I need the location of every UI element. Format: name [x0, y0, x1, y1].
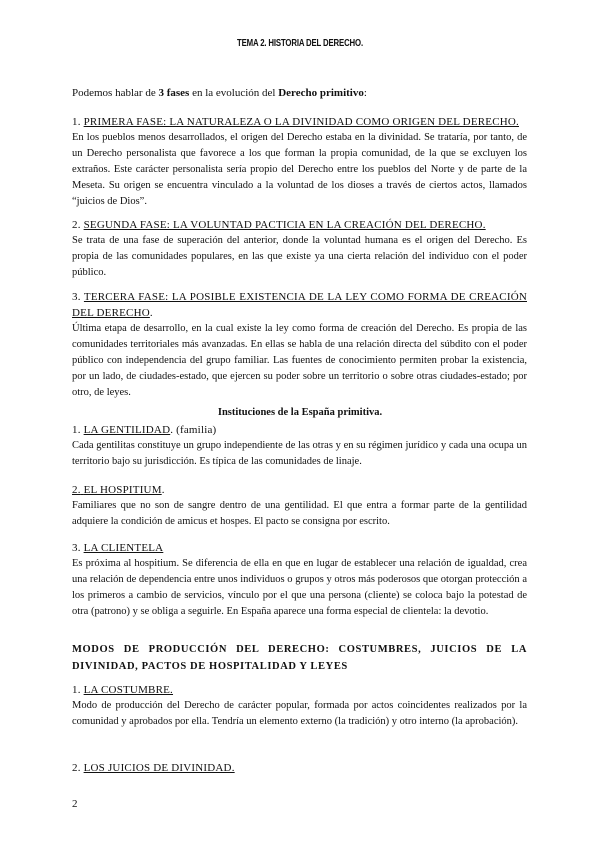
institution-2-number: 2. [72, 484, 81, 496]
intro-text-2: en la evolución del [189, 87, 279, 99]
institution-2-heading [72, 482, 527, 498]
section-1-text: En los pueblos menos desarrollados, el origen del Derecho estaba en la divinidad. Se trataría, por tanto, de un Derecho personalista que favorece a los que forman la propia comunidad, de la que se excluyen los extraños. Este carácter personalista sería propio del Derecho entre los pueblos del Norte y de parte de la Meseta. Su origen se encuentra vinculado a la voluntad de los dioses a través de ciertos actos, llamados “juicios de Dios”. [72, 132, 527, 207]
section-2-heading [72, 217, 527, 233]
institution-3 [72, 540, 527, 620]
section-3 [72, 289, 527, 401]
mode-1-heading [72, 682, 527, 698]
section-2-title: SEGUNDA FASE: LA VOLUNTAD PACTICIA EN LA CREACIÓN DEL DERECHO. [83, 219, 486, 231]
institution-2 [72, 482, 527, 530]
intro-bold-derecho: Derecho primitivo [278, 87, 364, 99]
intro-text-1: Podemos hablar de [72, 87, 159, 99]
section-3-heading [72, 289, 527, 321]
mode-1-title: LA COSTUMBRE. [83, 684, 174, 696]
intro-bold-fases: 3 fases [158, 87, 190, 99]
institution-3-number: 3. [72, 542, 81, 554]
mode-1-text: Modo de producción del Derecho de carácter popular, formada por actos coincidentes realizados por la comunidad y aprobados por ella. Tendría un elemento externo (la tradición) y otro interno (la aprobación). [72, 700, 527, 727]
section-3-number: 3. [72, 291, 81, 303]
institution-1 [72, 422, 527, 470]
institutions-title: Instituciones de la España primitiva. [217, 407, 383, 418]
mode-2-title: LOS JUICIOS DE DIVINIDAD. [83, 762, 235, 774]
institution-1-heading [72, 422, 527, 438]
section-3-text: Última etapa de desarrollo, en la cual existe la ley como forma de creación del Derecho. Es propia de las comunidades territoriales más avanzadas. En ellas se habla de una relación directa del súbdito con el poder público con independencia del grupo familiar. Las fuentes de conocimiento permiten probar la existencia, por un lado, de ciudades-estado, que ejercen su poder sobre un territorio o sobre otras ciudades-estado; por otro, de leyes. [72, 323, 527, 398]
institution-2-title: EL HOSPITIUM [83, 484, 162, 496]
mode-1 [72, 682, 527, 730]
institution-3-title: LA CLIENTELA [83, 542, 164, 554]
section-1 [72, 114, 527, 210]
institution-1-number: 1. [72, 424, 81, 436]
institution-2-text: Familiares que no son de sangre dentro de una gentilidad. El que entra a formar parte de la gentilidad adquiere la condición de amicus et hospes. El pacto se consigna por escrito. [72, 500, 527, 527]
mode-2 [72, 760, 527, 776]
mode-2-heading [72, 760, 527, 776]
mode-2-number: 2. [72, 762, 81, 774]
mode-1-number: 1. [72, 684, 81, 696]
modes-title: MODOS DE PRODUCCIÓN DEL DERECHO: COSTUMBRES, JUICIOS DE LA DIVINIDAD, PACTOS DE HOSPITALIDAD Y LEYES [72, 644, 527, 672]
page-title: TEMA 2. HISTORIA DEL DERECHO. [237, 38, 363, 49]
section-1-title: PRIMERA FASE: LA NATURALEZA O LA DIVINIDAD COMO ORIGEN DEL DERECHO. [83, 116, 519, 128]
institution-2-suffix: . [161, 484, 165, 496]
section-3-title-tail: . [149, 307, 153, 319]
institution-3-text: Es próxima al hospitium. Se diferencia de ella en que en lugar de establecer una relación de igualdad, crea una relación de dependencia entre unos individuos o grupos y otros más poderosos que otorgan protección a los primeros a cambio de servicios, vínculo por el que una persona (cliente) se coloca bajo la potestad de otra (patrono) y se obliga a seguirle. En España aparece una forma especial de clientela: la devotio. [72, 558, 527, 617]
institution-1-text: Cada gentilitas constituye un grupo independiente de las otras y en su régimen jurídico y cada una ocupa un territorio bajo su jurisdicción. Es típica de las comunidades de linaje. [72, 440, 527, 467]
section-1-number: 1. [72, 116, 81, 128]
section-1-heading [72, 114, 527, 130]
modes-section [72, 642, 527, 675]
section-2 [72, 217, 527, 281]
institution-1-title: LA GENTILIDAD [83, 424, 171, 436]
institution-3-heading [72, 540, 527, 556]
section-3-title: TERCERA FASE: LA POSIBLE EXISTENCIA DE LA LEY COMO FORMA DE CREACIÓN DEL DERECHO [72, 291, 527, 319]
section-2-number: 2. [72, 219, 81, 231]
page-number: 2 [72, 798, 78, 810]
intro-paragraph [72, 86, 527, 100]
institution-1-suffix: . (familia) [170, 424, 217, 436]
section-2-text: Se trata de una fase de superación del anterior, donde la voluntad humana es el origen del Derecho. Es propia de las comunidades populares, en las que existe ya una cierta relación del individuo con el poder público. [72, 235, 527, 278]
intro-text-3: : [363, 87, 367, 99]
